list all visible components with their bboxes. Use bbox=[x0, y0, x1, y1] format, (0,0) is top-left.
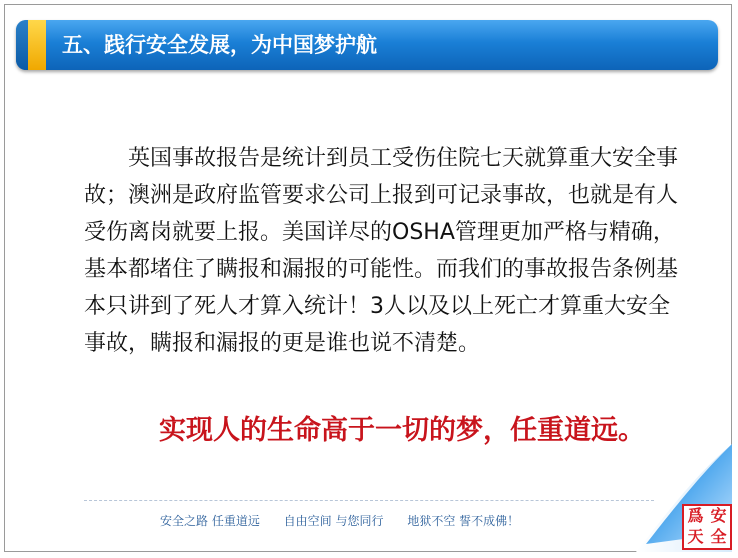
footer-slogans bbox=[160, 512, 539, 529]
footer-slogan-2: 自由空间 与您同行 bbox=[283, 514, 384, 528]
footer-slogan-1: 安全之路 任重道远 bbox=[160, 514, 260, 528]
footer-slogan-3: 地狱不空 誓不成佛！ bbox=[407, 514, 520, 528]
slide-title: 五、践行安全发展，为中国梦护航 bbox=[62, 33, 377, 57]
highlight-statement: 实现人的生命高于一切的梦，任重道远。 bbox=[159, 415, 645, 446]
seal-char-3: 天 bbox=[687, 527, 704, 546]
title-bar-accent bbox=[28, 20, 46, 70]
seal-char-4: 全 bbox=[710, 527, 727, 546]
title-bar-left-cap bbox=[16, 20, 28, 70]
footer-divider bbox=[84, 500, 654, 501]
body-paragraph: 英国事故报告是统计到员工受伤住院七天就算重大安全事故；澳洲是政府监管要求公司上报到可记录事故，也就是有人受伤离岗就要上报。美国详尽的OSHA管理更加严格与精确，基本都堵住了瞒报和漏报的可能性。而我们的事故报告条例基本只讲到了死人才算入统计！3人以及以上死亡才算重大安全事故，瞒报和漏报的更是谁也说不清楚。 bbox=[84, 146, 679, 356]
seal-char-2: 安 bbox=[710, 506, 727, 525]
seal-char-1: 爲 bbox=[687, 506, 704, 525]
red-seal-stamp bbox=[682, 504, 732, 550]
